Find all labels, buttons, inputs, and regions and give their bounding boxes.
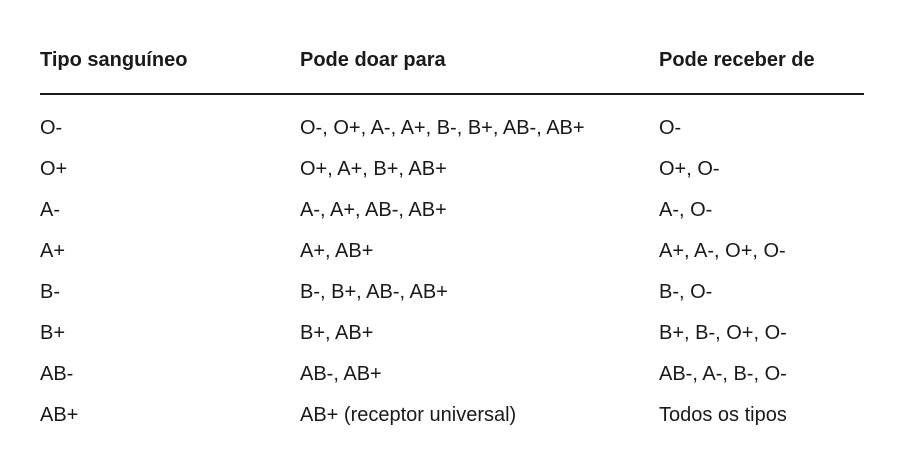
- cell-can-receive-from: O+, O-: [659, 158, 720, 180]
- table-row: [40, 108, 864, 149]
- blood-type-table: [40, 0, 864, 436]
- table-row: [40, 272, 864, 313]
- cell-can-receive-from: O-: [659, 117, 682, 139]
- cell-can-receive-from: AB-, A-, B-, O-: [659, 363, 787, 385]
- table-row: [40, 231, 864, 272]
- cell-can-receive-from: A+, A-, O+, O-: [659, 240, 786, 262]
- cell-can-donate-to: O+, A+, B+, AB+: [300, 158, 447, 180]
- cell-blood-type: A+: [40, 240, 66, 262]
- cell-can-donate-to: B+, AB+: [300, 322, 374, 344]
- cell-can-donate-to: AB-, AB+: [300, 363, 382, 385]
- cell-blood-type: AB+: [40, 404, 79, 426]
- table-row: [40, 313, 864, 354]
- table-row: [40, 354, 864, 395]
- cell-can-donate-to: B-, B+, AB-, AB+: [300, 281, 448, 303]
- cell-blood-type: O-: [40, 117, 63, 139]
- cell-can-receive-from: B+, B-, O+, O-: [659, 322, 787, 344]
- table-row: [40, 190, 864, 231]
- cell-blood-type: O+: [40, 158, 68, 180]
- cell-can-receive-from: B-, O-: [659, 281, 713, 303]
- table-row: [40, 395, 864, 436]
- cell-can-receive-from: Todos os tipos: [659, 404, 787, 426]
- cell-can-donate-to: A+, AB+: [300, 240, 374, 262]
- cell-can-donate-to: AB+ (receptor universal): [300, 404, 517, 426]
- cell-can-receive-from: A-, O-: [659, 199, 713, 221]
- cell-can-donate-to: O-, O+, A-, A+, B-, B+, AB-, AB+: [300, 117, 585, 139]
- header-blood-type: Tipo sanguíneo: [40, 48, 188, 71]
- table-header: [40, 33, 864, 95]
- header-can-receive-from: Pode receber de: [659, 48, 815, 71]
- cell-blood-type: B+: [40, 322, 66, 344]
- cell-blood-type: B-: [40, 281, 60, 303]
- cell-blood-type: A-: [40, 199, 60, 221]
- cell-blood-type: AB-: [40, 363, 74, 385]
- header-can-donate-to: Pode doar para: [300, 48, 446, 71]
- table-row: [40, 149, 864, 190]
- cell-can-donate-to: A-, A+, AB-, AB+: [300, 199, 447, 221]
